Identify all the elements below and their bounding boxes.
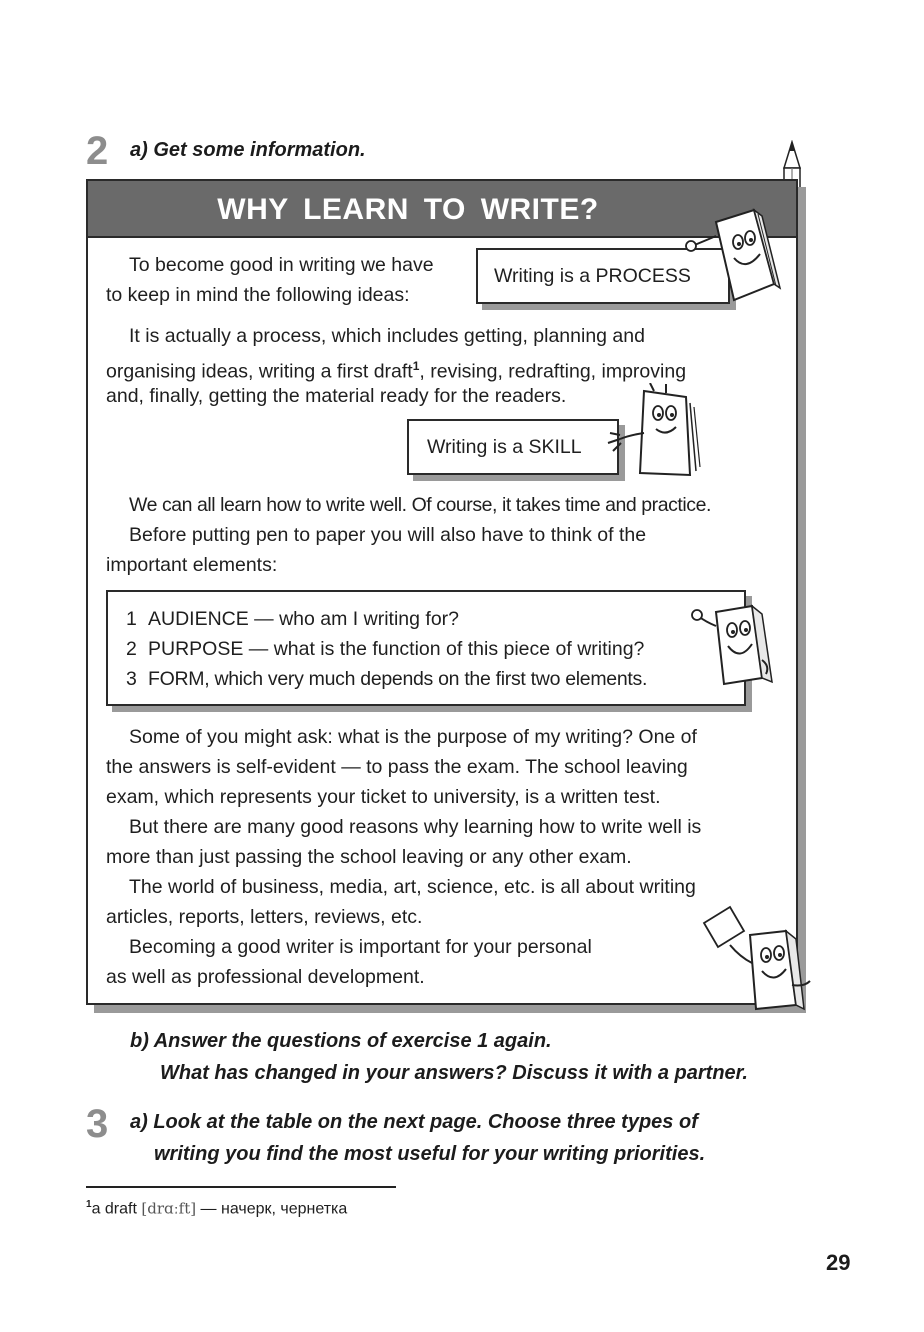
element-text: AUDIENCE — who am I writing for? [148, 608, 460, 630]
process-line-2a: organising ideas, writing a first draft [106, 360, 413, 383]
para2-line-2: more than just passing the school leaving or any other exam. [106, 846, 632, 868]
element-item-1 [126, 604, 459, 634]
para1-line-3: exam, which represents your ticket to university, is a written test. [106, 786, 661, 808]
footnote-marker: 1 [86, 1199, 92, 1210]
para1-line-2: the answers is self-evident — to pass the exam. The school leaving [106, 756, 688, 778]
exercise-number-2: 2 [86, 129, 109, 173]
paper-character-icon [604, 383, 710, 483]
element-text: PURPOSE — what is the function of this piece of writing? [148, 638, 645, 660]
exercise-2b-line-2: What has changed in your answers? Discuss it with a partner. [160, 1062, 748, 1084]
callout-process-text: Writing is a PROCESS [494, 265, 691, 287]
paper-character-icon [682, 206, 788, 306]
footnote-text-b: — начерк, чернетка [196, 1200, 348, 1218]
footnote-transcription: [drɑːft] [141, 1199, 197, 1218]
footnote-ref: 1 [412, 359, 420, 373]
callout-skill [407, 419, 619, 475]
exercise-2a-instruction: a) Get some information. [130, 139, 366, 161]
process-line-1: It is actually a process, which includes getting, planning and [129, 325, 645, 347]
para4-line-1: Becoming a good writer is important for your personal [129, 936, 592, 958]
para4-line-2: as well as professional development. [106, 966, 425, 988]
intro-line-1: To become good in writing we have [129, 254, 434, 276]
skill-line-1: We can all learn how to write well. Of course, it takes time and practice. [129, 494, 711, 516]
article-title: WHY LEARN TO WRITE? [217, 193, 599, 226]
element-text: FORM, which very much depends on the first two elements. [148, 668, 648, 690]
process-line-2b: , revising, redrafting, improving [419, 360, 687, 383]
element-item-2 [126, 634, 644, 664]
exercise-2b-line-1: b) Answer the questions of exercise 1 again. [130, 1030, 552, 1052]
element-number: 3 [126, 668, 137, 690]
footnote-rule [86, 1186, 396, 1188]
element-item-3 [126, 664, 647, 694]
exercise-3a-line-1: a) Look at the table on the next page. Choose three types of [130, 1111, 698, 1133]
elements-box [106, 590, 746, 706]
exercise-number-3: 3 [86, 1102, 109, 1146]
para3-line-2: articles, reports, letters, reviews, etc. [106, 906, 423, 928]
footnote-text-a: a draft [91, 1200, 142, 1218]
para1-line-1: Some of you might ask: what is the purpose of my writing? One of [129, 726, 697, 748]
paper-character-icon [700, 905, 818, 1015]
paper-character-icon [690, 600, 782, 692]
skill-line-2: Before putting pen to paper you will also have to think of the [129, 524, 647, 546]
skill-line-3: important elements: [106, 554, 278, 576]
para3-line-1: The world of business, media, art, science, etc. is all about writing [129, 876, 696, 898]
exercise-3a-line-2: writing you find the most useful for your writing priorities. [154, 1143, 706, 1165]
intro-line-2: to keep in mind the following ideas: [106, 284, 410, 306]
element-number: 1 [126, 608, 137, 630]
page-number: 29 [826, 1250, 851, 1275]
process-line-3: and, finally, getting the material ready for the readers. [106, 385, 567, 407]
para2-line-1: But there are many good reasons why learning how to write well is [129, 816, 702, 838]
callout-skill-text: Writing is a SKILL [427, 436, 582, 458]
element-number: 2 [126, 638, 137, 660]
footnote [86, 1194, 347, 1220]
